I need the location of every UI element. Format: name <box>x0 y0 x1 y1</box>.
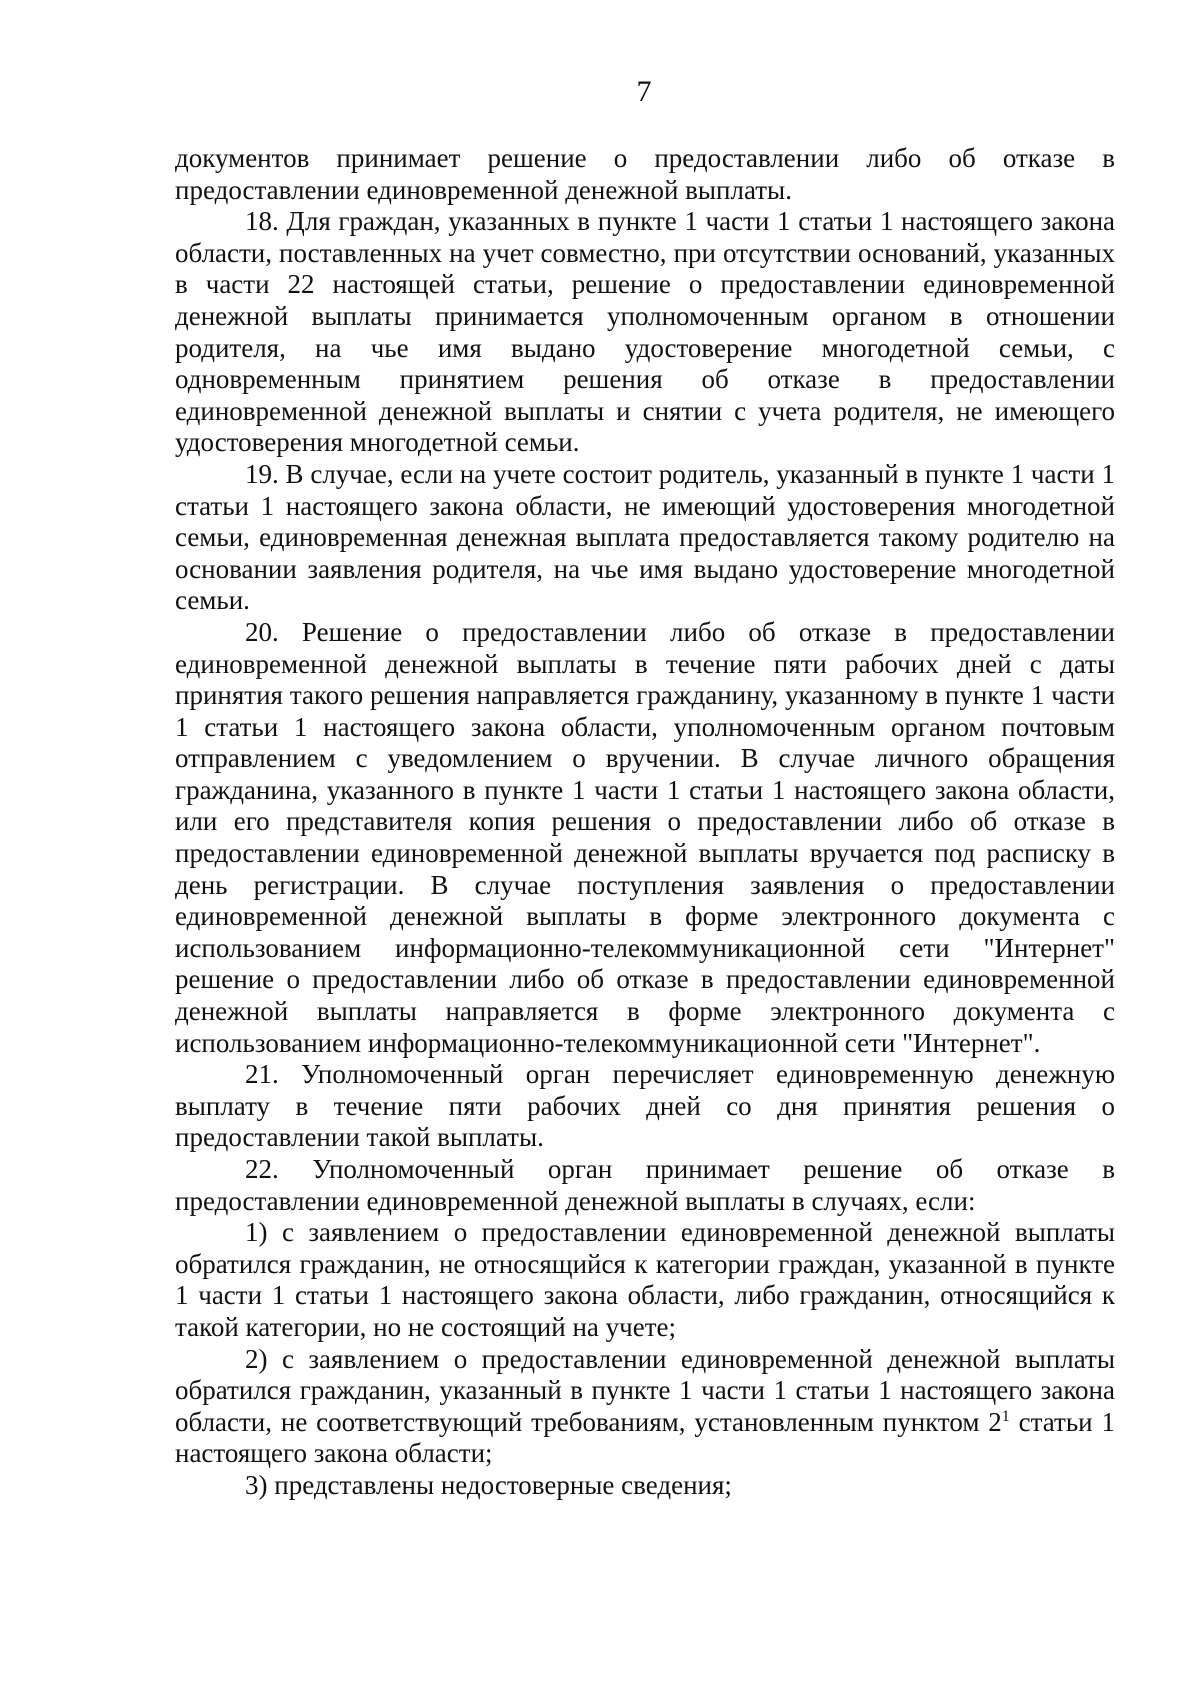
subitem-2 <box>175 1344 1115 1470</box>
paragraph-22: 22. Уполномоченный орган принимает решение об отказе в предоставлении единовременной денежной выплаты в случаях, если: <box>175 1154 1115 1216</box>
paragraph-continuation: документов принимает решение о предоставлении либо об отказе в предоставлении единовременной денежной выплаты. <box>175 143 1115 205</box>
page-number: 7 <box>636 75 652 108</box>
subitem-2-text: 2) с заявлением о предоставлении единовременной денежной выплаты обратился гражданин, указанный в пункте 1 части 1 статьи 1 настоящего закона области, не соответствующий требованиям, установленным пунктом 2 <box>175 1343 1115 1437</box>
paragraph-21: 21. Уполномоченный орган перечисляет единовременную денежную выплату в течение пяти рабочих дней со дня принятия решения о предоставлении такой выплаты. <box>175 1059 1115 1153</box>
paragraph-19: 19. В случае, если на учете состоит родитель, указанный в пункте 1 части 1 статьи 1 настоящего закона области, не имеющий удостоверения многодетной семьи, единовременная денежная выплата предоставляется такому родителю на основании заявления родителя, на чье имя выдано удостоверение многодетной семьи. <box>175 458 1115 616</box>
superscript-1: 1 <box>1001 1407 1010 1425</box>
subitem-3: 3) представлены недостоверные сведения; <box>245 1469 732 1500</box>
paragraph-20: 20. Решение о предоставлении либо об отказе в предоставлении единовременной денежной выплаты в течение пяти рабочих дней с даты принятия такого решения направляется гражданину, указанному в пункте 1 части 1 статьи 1 настоящего закона области, уполномоченным органом почтовым отправлением с уведомлением о вручении. В случае личного обращения гражданина, указанного в пункте 1 части 1 статьи 1 настоящего закона области, или его представителя копия решения о предоставлении либо об отказе в предоставлении единовременной денежной выплаты вручается под расписку в день регистрации. В случае поступления заявления о предоставлении единовременной денежной выплаты в форме электронного документа с использованием информационно-телекоммуникационной сети "Интернет" решение о предоставлении либо об отказе в предоставлении единовременной денежной выплаты направляется в форме электронного документа с использованием информационно-телекоммуникационной сети "Интернет". <box>175 616 1115 1058</box>
paragraph-18: 18. Для граждан, указанных в пункте 1 части 1 статьи 1 настоящего закона области, поставленных на учет совместно, при отсутствии оснований, указанных в части 22 настоящей статьи, решение о предоставлении единовременной денежной выплаты принимается уполномоченным органом в отношении родителя, на чье имя выдано удостоверение многодетной семьи, с одновременным принятием решения об отказе в предоставлении единовременной денежной выплаты и снятии с учета родителя, не имеющего удостоверения многодетной семьи. <box>175 206 1115 458</box>
document-body <box>175 143 1115 1502</box>
subitem-2-tail: статьи 1 настоящего закона области; <box>175 1406 1115 1469</box>
subitem-1: 1) с заявлением о предоставлении единовременной денежной выплаты обратился гражданин, не относящийся к категории граждан, указанной в пункте 1 части 1 статьи 1 настоящего закона области, либо гражданин, относящийся к такой категории, но не состоящий на учете; <box>175 1217 1115 1342</box>
